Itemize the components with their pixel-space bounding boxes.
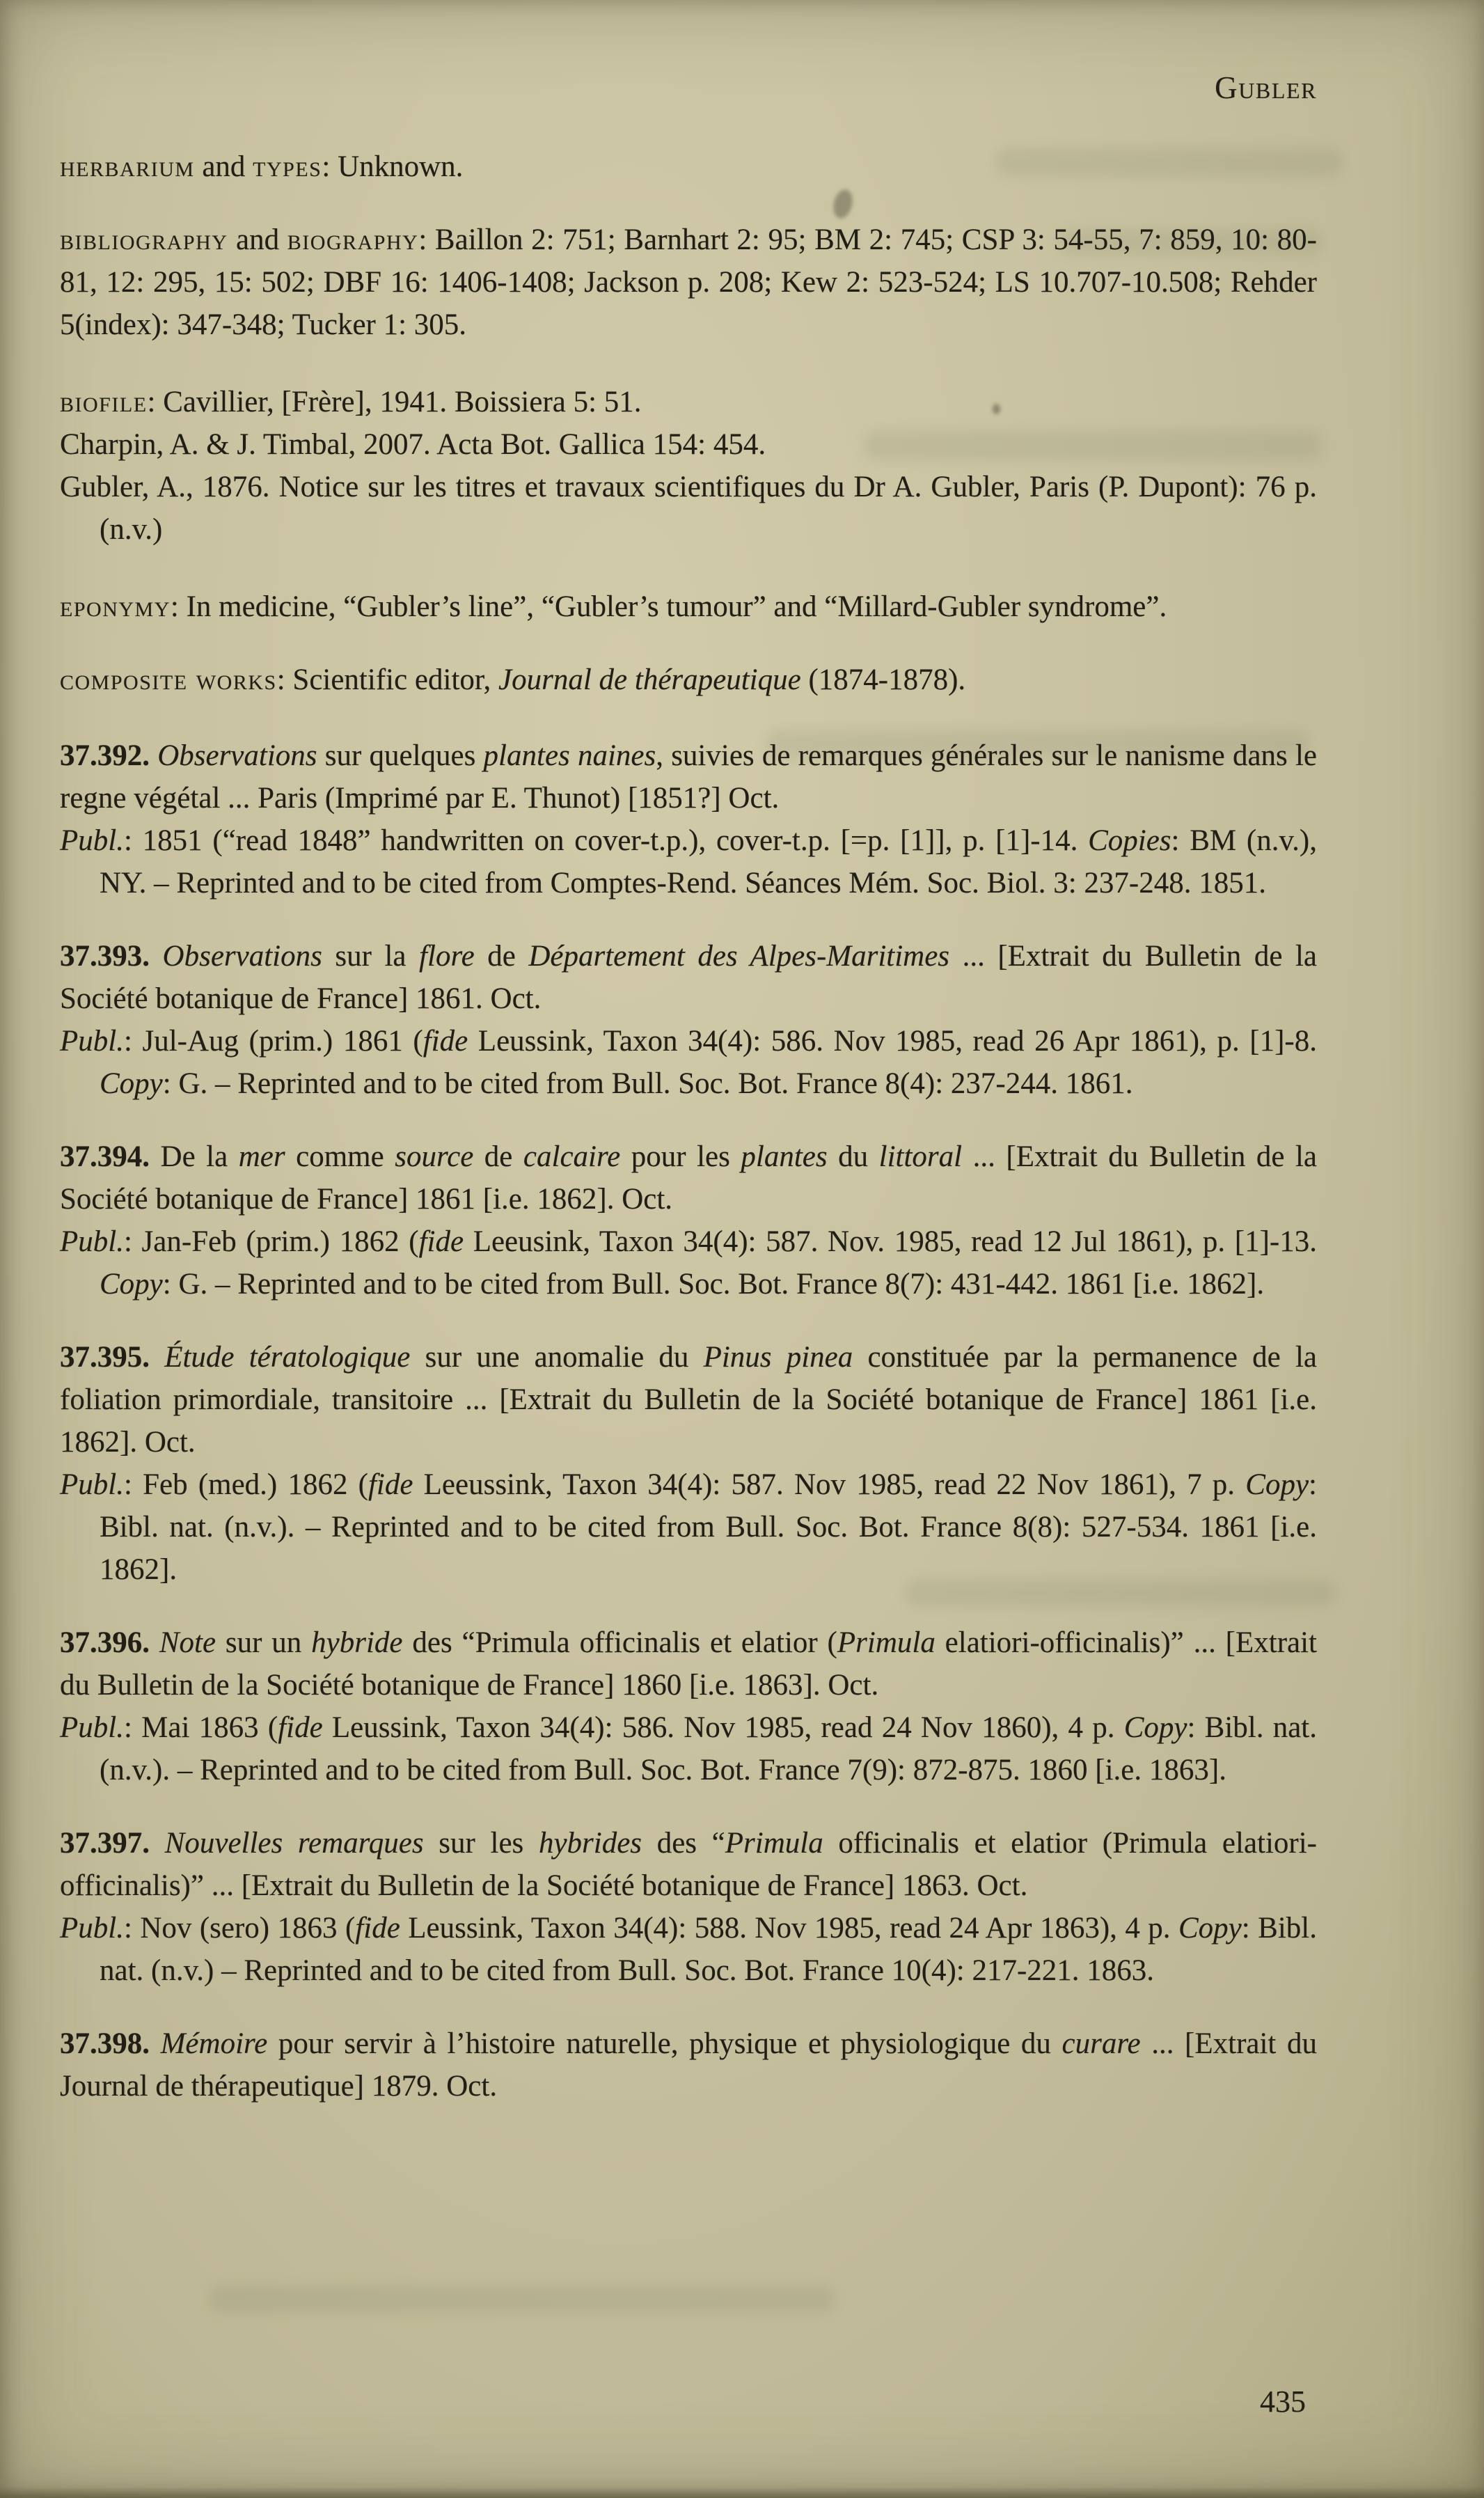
entry-37393 [60, 935, 1317, 1105]
entry-publication-note: Publ.: Mai 1863 (fide Leussink, Taxon 34(4): 586. Nov 1985, read 24 Nov 1860), 4 p. Copy: Bibl. nat. (n.v.). – Reprinted and to be cited from Bull. Soc. Bot. France 7(9): 872-875. 1860 [i.e. 1863]. [60, 1711, 1317, 1786]
herbarium-types-line: herbarium and types: Unknown. [60, 150, 464, 183]
biofile-reference: Charpin, A. & J. Timbal, 2007. Acta Bot. Gallica 154: 454. [60, 428, 766, 461]
text-block [60, 67, 1317, 2138]
entry-title: 37.393. Observations sur la flore de Département des Alpes-Maritimes ... [Extrait du Bulletin de la Société botanique de France] 1861. Oct. [60, 940, 1317, 1015]
biofile-reference: biofile: Cavillier, [Frère], 1941. Boissiera 5: 51. [60, 386, 642, 418]
entry-37396 [60, 1621, 1317, 1791]
running-head: Gubler [1215, 70, 1317, 105]
entry-37397 [60, 1822, 1317, 1992]
page-number: 435 [1260, 2385, 1306, 2419]
entry-publication-note: Publ.: Nov (sero) 1863 (fide Leussink, Taxon 34(4): 588. Nov 1985, read 24 Apr 1863), 4 p. Copy: Bibl. nat. (n.v.) – Reprinted and to be cited from Bull. Soc. Bot. France 10(4): 217-221. 1863. [60, 1912, 1317, 1987]
entry-publication-note: Publ.: Feb (med.) 1862 (fide Leeussink, Taxon 34(4): 587. Nov 1985, read 22 Nov 1861), 7 p. Copy: Bibl. nat. (n.v.). – Reprinted and to be cited from Bull. Soc. Bot. France 8(8): 527-534. 1861 [i.e. 1862]. [60, 1468, 1317, 1586]
entry-publication-note: Publ.: 1851 (“read 1848” handwritten on cover-t.p.), cover-t.p. [=p. [1]], p. [1]-14. Copies: BM (n.v.), NY. – Reprinted and to be cited from Comptes-Rend. Séances Mém. Soc. Biol. 3: 237-248. 1851. [60, 824, 1317, 900]
entry-37394 [60, 1136, 1317, 1305]
eponymy-line: eponymy: In medicine, “Gubler’s line”, “Gubler’s tumour” and “Millard-Gubler syndrome”. [60, 590, 1167, 623]
entry-title: 37.395. Étude tératologique sur une anomalie du Pinus pinea constituée par la permanence de la foliation primordiale, transitoire ... [Extrait du Bulletin de la Société botanique de France] 1861 [i.e. 1862]. Oct. [60, 1341, 1317, 1459]
entry-title: 37.396. Note sur un hybride des “Primula officinalis et elatior (Primula elatiori-officinalis)” ... [Extrait du Bulletin de la Société botanique de France] 1860 [i.e. 1863]. Oct. [60, 1626, 1317, 1702]
entry-publication-note: Publ.: Jan-Feb (prim.) 1862 (fide Leeusink, Taxon 34(4): 587. Nov. 1985, read 12 Jul 1861), p. [1]-13. Copy: G. – Reprinted and to be cited from Bull. Soc. Bot. France 8(7): 431-442. 1861 [i.e. 1862]. [60, 1225, 1318, 1301]
entry-37392 [60, 735, 1317, 904]
entry-title: 37.392. Observations sur quelques plantes naines, suivies de remarques générales sur le nanisme dans le regne végétal ... Paris (Imprimé par E. Thunot) [1851?] Oct. [60, 739, 1317, 815]
biofile-section [60, 381, 1317, 551]
entry-title: 37.397. Nouvelles remarques sur les hybrides des “Primula officinalis et elatior (Primula elatiori-officinalis)” ... [Extrait du Bulletin de la Société botanique de France] 1863. Oct. [60, 1827, 1318, 1902]
biofile-reference: Gubler, A., 1876. Notice sur les titres et travaux scientifiques du Dr A. Gubler, Paris (P. Dupont): 76 p. (n.v.) [60, 471, 1317, 546]
entry-title: 37.394. De la mer comme source de calcaire pour les plantes du littoral ... [Extrait du Bulletin de la Société botanique de France] 1861 [i.e. 1862]. Oct. [60, 1140, 1317, 1216]
entry-37398 [60, 2022, 1317, 2107]
entry-publication-note: Publ.: Jul-Aug (prim.) 1861 (fide Leussink, Taxon 34(4): 586. Nov 1985, read 26 Apr 1861), p. [1]-8. Copy: G. – Reprinted and to be cited from Bull. Soc. Bot. France 8(4): 237-244. 1861. [60, 1025, 1317, 1100]
composite-works-line: composite works: Scientific editor, Journal de thérapeutique (1874-1878). [60, 663, 966, 696]
entry-title: 37.398. Mémoire pour servir à l’histoire naturelle, physique et physiologique du curare ... [Extrait du Journal de thérapeutique] 1879. Oct. [60, 2027, 1317, 2103]
entry-37395 [60, 1336, 1317, 1591]
bibliography-biography-paragraph: bibliography and biography: Baillon 2: 751; Barnhart 2: 95; BM 2: 745; CSP 3: 54-55, 7: 859, 10: 80-81, 12: 295, 15: 502; DBF 16: 1406-1408; Jackson p. 208; Kew 2: 523-524; LS 10.707-10.508; Rehder 5(index): 347-348; Tucker 1: 305. [60, 223, 1317, 341]
showthrough-ghost [209, 2285, 835, 2313]
